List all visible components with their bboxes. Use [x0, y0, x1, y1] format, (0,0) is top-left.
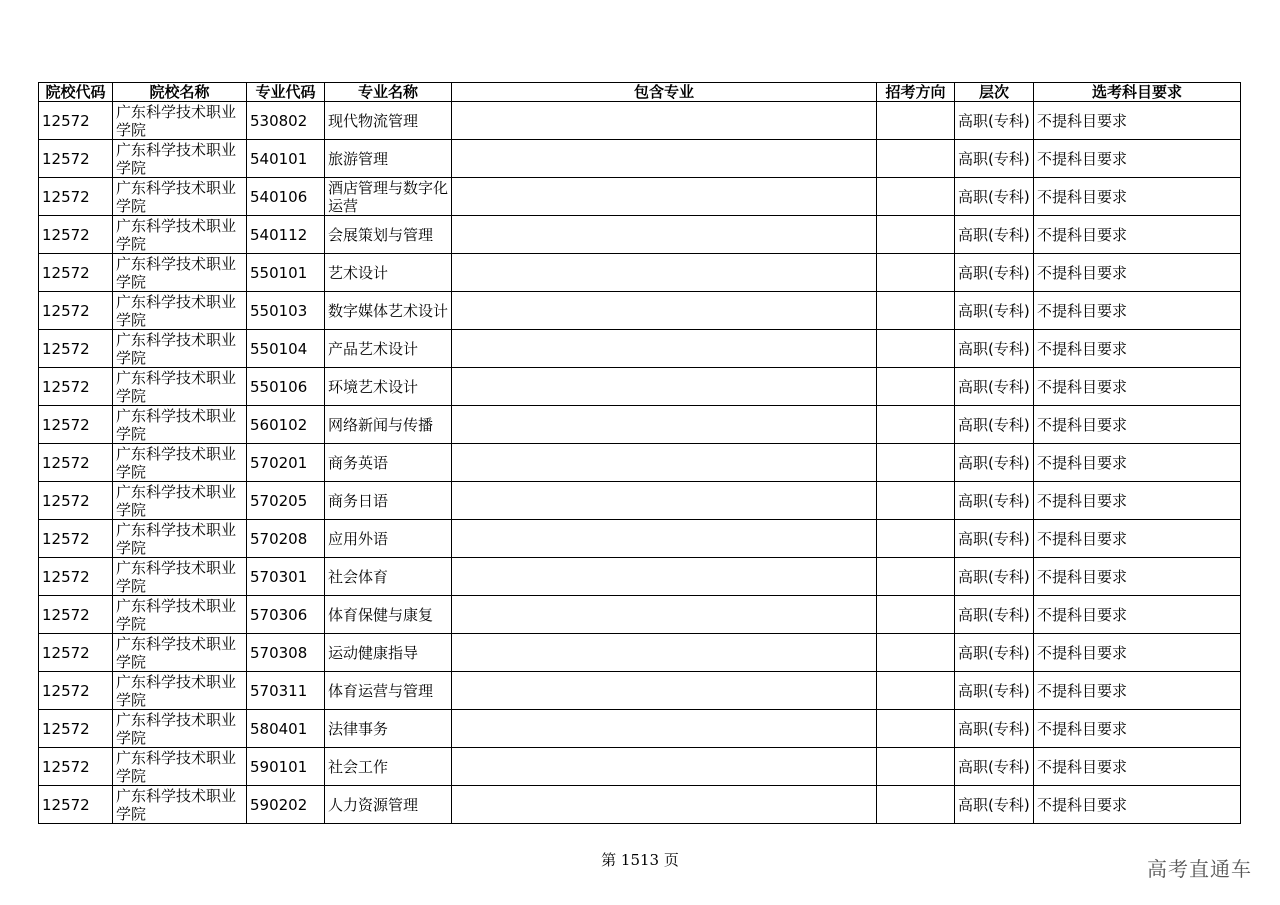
- cell-major-code: 570201: [247, 444, 325, 482]
- cell-school-code: 12572: [39, 482, 113, 520]
- cell-requirement: 不提科目要求: [1034, 406, 1241, 444]
- cell-included-majors: [452, 482, 877, 520]
- cell-major-code: 570311: [247, 672, 325, 710]
- cell-major-code: 570308: [247, 634, 325, 672]
- cell-included-majors: [452, 330, 877, 368]
- cell-requirement: 不提科目要求: [1034, 482, 1241, 520]
- admissions-table: [38, 82, 1241, 824]
- cell-requirement: 不提科目要求: [1034, 596, 1241, 634]
- table-body: [39, 102, 1241, 824]
- cell-school-code: 12572: [39, 672, 113, 710]
- cell-direction: [877, 216, 955, 254]
- cell-level: 高职(专科): [955, 786, 1034, 824]
- page-number: 第 1513 页: [601, 851, 679, 869]
- cell-major-name: 应用外语: [325, 520, 452, 558]
- cell-major-code: 550106: [247, 368, 325, 406]
- cell-level: 高职(专科): [955, 140, 1034, 178]
- cell-direction: [877, 786, 955, 824]
- header-level: 层次: [955, 83, 1034, 102]
- cell-requirement: 不提科目要求: [1034, 102, 1241, 140]
- cell-requirement: 不提科目要求: [1034, 710, 1241, 748]
- cell-level: 高职(专科): [955, 520, 1034, 558]
- cell-direction: [877, 558, 955, 596]
- cell-requirement: 不提科目要求: [1034, 216, 1241, 254]
- table-row: [39, 596, 1241, 634]
- table-row: [39, 672, 1241, 710]
- cell-direction: [877, 102, 955, 140]
- cell-major-name: 产品艺术设计: [325, 330, 452, 368]
- cell-included-majors: [452, 634, 877, 672]
- cell-direction: [877, 748, 955, 786]
- cell-direction: [877, 406, 955, 444]
- cell-level: 高职(专科): [955, 482, 1034, 520]
- cell-school-name: 广东科学技术职业学院: [113, 482, 247, 520]
- cell-school-code: 12572: [39, 254, 113, 292]
- cell-included-majors: [452, 444, 877, 482]
- cell-major-code: 590202: [247, 786, 325, 824]
- cell-major-name: 体育保健与康复: [325, 596, 452, 634]
- cell-major-name: 数字媒体艺术设计: [325, 292, 452, 330]
- cell-major-name: 运动健康指导: [325, 634, 452, 672]
- cell-major-code: 540106: [247, 178, 325, 216]
- cell-included-majors: [452, 102, 877, 140]
- cell-school-code: 12572: [39, 748, 113, 786]
- header-major-code: 专业代码: [247, 83, 325, 102]
- cell-major-name: 体育运营与管理: [325, 672, 452, 710]
- cell-included-majors: [452, 368, 877, 406]
- cell-level: 高职(专科): [955, 292, 1034, 330]
- cell-school-code: 12572: [39, 140, 113, 178]
- watermark-logo-text: 高考直通车: [1147, 857, 1252, 881]
- cell-major-name: 商务英语: [325, 444, 452, 482]
- cell-major-name: 商务日语: [325, 482, 452, 520]
- cell-direction: [877, 710, 955, 748]
- cell-school-name: 广东科学技术职业学院: [113, 748, 247, 786]
- cell-level: 高职(专科): [955, 254, 1034, 292]
- cell-school-name: 广东科学技术职业学院: [113, 368, 247, 406]
- cell-major-name: 网络新闻与传播: [325, 406, 452, 444]
- cell-level: 高职(专科): [955, 178, 1034, 216]
- cell-direction: [877, 330, 955, 368]
- cell-major-name: 会展策划与管理: [325, 216, 452, 254]
- cell-school-name: 广东科学技术职业学院: [113, 710, 247, 748]
- cell-school-code: 12572: [39, 216, 113, 254]
- header-major-name: 专业名称: [325, 83, 452, 102]
- cell-requirement: 不提科目要求: [1034, 748, 1241, 786]
- cell-requirement: 不提科目要求: [1034, 786, 1241, 824]
- cell-major-name: 艺术设计: [325, 254, 452, 292]
- cell-direction: [877, 634, 955, 672]
- cell-direction: [877, 596, 955, 634]
- cell-major-code: 570205: [247, 482, 325, 520]
- cell-school-code: 12572: [39, 102, 113, 140]
- table-row: [39, 558, 1241, 596]
- cell-included-majors: [452, 406, 877, 444]
- header-school-name: 院校名称: [113, 83, 247, 102]
- table-row: [39, 444, 1241, 482]
- cell-included-majors: [452, 710, 877, 748]
- cell-major-code: 540112: [247, 216, 325, 254]
- cell-direction: [877, 254, 955, 292]
- cell-school-code: 12572: [39, 292, 113, 330]
- cell-school-name: 广东科学技术职业学院: [113, 596, 247, 634]
- table-row: [39, 140, 1241, 178]
- cell-school-name: 广东科学技术职业学院: [113, 330, 247, 368]
- cell-level: 高职(专科): [955, 558, 1034, 596]
- cell-school-code: 12572: [39, 558, 113, 596]
- cell-level: 高职(专科): [955, 102, 1034, 140]
- table-row: [39, 482, 1241, 520]
- cell-school-name: 广东科学技术职业学院: [113, 216, 247, 254]
- cell-school-name: 广东科学技术职业学院: [113, 292, 247, 330]
- cell-included-majors: [452, 748, 877, 786]
- table-row: [39, 216, 1241, 254]
- cell-school-code: 12572: [39, 786, 113, 824]
- cell-school-name: 广东科学技术职业学院: [113, 178, 247, 216]
- cell-major-name: 法律事务: [325, 710, 452, 748]
- cell-major-code: 550104: [247, 330, 325, 368]
- cell-requirement: 不提科目要求: [1034, 292, 1241, 330]
- cell-level: 高职(专科): [955, 368, 1034, 406]
- table-row: [39, 748, 1241, 786]
- cell-direction: [877, 672, 955, 710]
- table-row: [39, 786, 1241, 824]
- cell-school-name: 广东科学技术职业学院: [113, 406, 247, 444]
- cell-direction: [877, 140, 955, 178]
- cell-major-name: 社会体育: [325, 558, 452, 596]
- cell-direction: [877, 178, 955, 216]
- cell-school-name: 广东科学技术职业学院: [113, 672, 247, 710]
- cell-level: 高职(专科): [955, 444, 1034, 482]
- cell-major-code: 570301: [247, 558, 325, 596]
- cell-school-code: 12572: [39, 330, 113, 368]
- cell-major-code: 540101: [247, 140, 325, 178]
- cell-major-code: 560102: [247, 406, 325, 444]
- header-requirement: 选考科目要求: [1034, 83, 1241, 102]
- cell-major-code: 530802: [247, 102, 325, 140]
- cell-included-majors: [452, 140, 877, 178]
- cell-included-majors: [452, 558, 877, 596]
- cell-school-name: 广东科学技术职业学院: [113, 558, 247, 596]
- cell-major-code: 550101: [247, 254, 325, 292]
- table-row: [39, 178, 1241, 216]
- cell-level: 高职(专科): [955, 330, 1034, 368]
- cell-requirement: 不提科目要求: [1034, 558, 1241, 596]
- table-header-row: [39, 83, 1241, 102]
- cell-school-code: 12572: [39, 634, 113, 672]
- cell-requirement: 不提科目要求: [1034, 140, 1241, 178]
- cell-requirement: 不提科目要求: [1034, 368, 1241, 406]
- cell-level: 高职(专科): [955, 748, 1034, 786]
- cell-level: 高职(专科): [955, 672, 1034, 710]
- cell-school-name: 广东科学技术职业学院: [113, 634, 247, 672]
- cell-major-name: 环境艺术设计: [325, 368, 452, 406]
- cell-requirement: 不提科目要求: [1034, 634, 1241, 672]
- cell-major-code: 590101: [247, 748, 325, 786]
- cell-major-name: 社会工作: [325, 748, 452, 786]
- cell-major-name: 旅游管理: [325, 140, 452, 178]
- cell-major-code: 570208: [247, 520, 325, 558]
- cell-school-code: 12572: [39, 710, 113, 748]
- cell-requirement: 不提科目要求: [1034, 444, 1241, 482]
- cell-direction: [877, 482, 955, 520]
- cell-level: 高职(专科): [955, 596, 1034, 634]
- table-row: [39, 292, 1241, 330]
- cell-requirement: 不提科目要求: [1034, 520, 1241, 558]
- table-row: [39, 406, 1241, 444]
- table-row: [39, 634, 1241, 672]
- cell-major-name: 现代物流管理: [325, 102, 452, 140]
- cell-requirement: 不提科目要求: [1034, 178, 1241, 216]
- cell-level: 高职(专科): [955, 634, 1034, 672]
- cell-school-code: 12572: [39, 596, 113, 634]
- table-row: [39, 330, 1241, 368]
- cell-included-majors: [452, 520, 877, 558]
- cell-included-majors: [452, 292, 877, 330]
- cell-school-name: 广东科学技术职业学院: [113, 444, 247, 482]
- cell-direction: [877, 368, 955, 406]
- cell-school-name: 广东科学技术职业学院: [113, 140, 247, 178]
- cell-major-name: 酒店管理与数字化运营: [325, 178, 452, 216]
- table-row: [39, 520, 1241, 558]
- cell-included-majors: [452, 254, 877, 292]
- cell-level: 高职(专科): [955, 406, 1034, 444]
- cell-requirement: 不提科目要求: [1034, 254, 1241, 292]
- cell-requirement: 不提科目要求: [1034, 672, 1241, 710]
- header-school-code: 院校代码: [39, 83, 113, 102]
- cell-direction: [877, 444, 955, 482]
- table-row: [39, 710, 1241, 748]
- cell-included-majors: [452, 786, 877, 824]
- cell-included-majors: [452, 216, 877, 254]
- cell-major-code: 550103: [247, 292, 325, 330]
- cell-school-code: 12572: [39, 178, 113, 216]
- table-row: [39, 368, 1241, 406]
- cell-major-code: 580401: [247, 710, 325, 748]
- cell-school-code: 12572: [39, 368, 113, 406]
- cell-school-code: 12572: [39, 406, 113, 444]
- table-row: [39, 254, 1241, 292]
- cell-included-majors: [452, 596, 877, 634]
- header-included-majors: 包含专业: [452, 83, 877, 102]
- cell-direction: [877, 520, 955, 558]
- cell-direction: [877, 292, 955, 330]
- cell-requirement: 不提科目要求: [1034, 330, 1241, 368]
- cell-school-name: 广东科学技术职业学院: [113, 786, 247, 824]
- cell-major-name: 人力资源管理: [325, 786, 452, 824]
- cell-level: 高职(专科): [955, 710, 1034, 748]
- cell-included-majors: [452, 672, 877, 710]
- cell-level: 高职(专科): [955, 216, 1034, 254]
- cell-school-code: 12572: [39, 520, 113, 558]
- cell-school-name: 广东科学技术职业学院: [113, 102, 247, 140]
- table-row: [39, 102, 1241, 140]
- cell-school-name: 广东科学技术职业学院: [113, 254, 247, 292]
- cell-included-majors: [452, 178, 877, 216]
- header-direction: 招考方向: [877, 83, 955, 102]
- cell-school-code: 12572: [39, 444, 113, 482]
- cell-major-code: 570306: [247, 596, 325, 634]
- cell-school-name: 广东科学技术职业学院: [113, 520, 247, 558]
